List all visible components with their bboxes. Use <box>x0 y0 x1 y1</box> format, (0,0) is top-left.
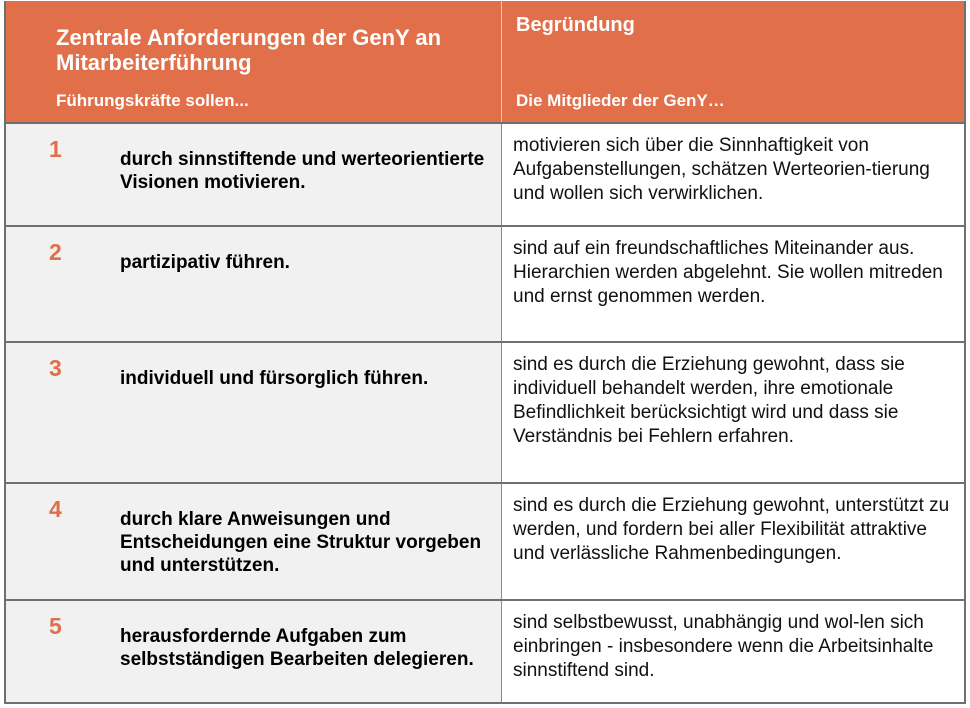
row-requirement: durch klare Anweisungen und Entscheidungen eine Struktur vorgeben und unterstützen. <box>120 509 482 576</box>
header-right-title: Begründung <box>516 14 635 36</box>
column-divider <box>501 343 502 482</box>
row-requirement: partizipativ führen. <box>120 252 290 273</box>
row-number: 4 <box>49 496 62 522</box>
row-requirement: herausfordernde Aufgaben zum selbstständigen Bearbeiten delegieren. <box>120 626 474 670</box>
row-shade <box>6 227 501 341</box>
row-number: 2 <box>49 239 62 265</box>
row-reason: sind selbstbewusst, unabhängig und wol-len sich einbringen - insbesondere wenn die Arbeitsinhalte sinnstiftend sind. <box>513 612 934 681</box>
table-row <box>6 601 964 702</box>
row-reason: sind es durch die Erziehung gewohnt, dass sie individuell behandelt werden, ihre emotionale Befindlichkeit berücksichtigt wird und dass sie Verständnis bei Fehlern erfahren. <box>513 354 905 447</box>
table-row <box>6 484 964 601</box>
row-requirement: durch sinnstiftende und werteorientierte Visionen motivieren. <box>120 149 485 193</box>
header-right-subtitle: Die Mitglieder der GenY… <box>516 91 725 110</box>
row-reason: motivieren sich über die Sinnhaftigkeit von Aufgabenstellungen, schätzen Werteorien-tierung und wollen sich verwirklichen. <box>513 135 930 204</box>
header-left-subtitle: Führungskräfte sollen... <box>56 91 249 110</box>
table-row <box>6 227 964 343</box>
column-divider <box>501 601 502 702</box>
row-number: 1 <box>49 136 62 162</box>
column-divider <box>501 227 502 341</box>
column-divider <box>501 124 502 225</box>
row-number: 5 <box>49 613 62 639</box>
column-divider <box>501 484 502 599</box>
header-left-title: Zentrale Anforderungen der GenY an Mitarbeiterführung <box>56 25 442 75</box>
table-row <box>6 124 964 227</box>
header-divider <box>501 1 502 122</box>
row-reason: sind es durch die Erziehung gewohnt, unterstützt zu werden, und fordern bei aller Flexibilität attraktive und verlässliche Rahmenbedingungen. <box>513 495 950 564</box>
row-reason: sind auf ein freundschaftliches Miteinander aus. Hierarchien werden abgelehnt. Sie wollen mitreden und ernst genommen werden. <box>513 238 943 307</box>
requirements-table <box>4 1 966 704</box>
row-number: 3 <box>49 355 62 381</box>
table-header <box>6 1 964 124</box>
table-row <box>6 343 964 484</box>
row-shade <box>6 343 501 482</box>
row-requirement: individuell und fürsorglich führen. <box>120 368 429 389</box>
